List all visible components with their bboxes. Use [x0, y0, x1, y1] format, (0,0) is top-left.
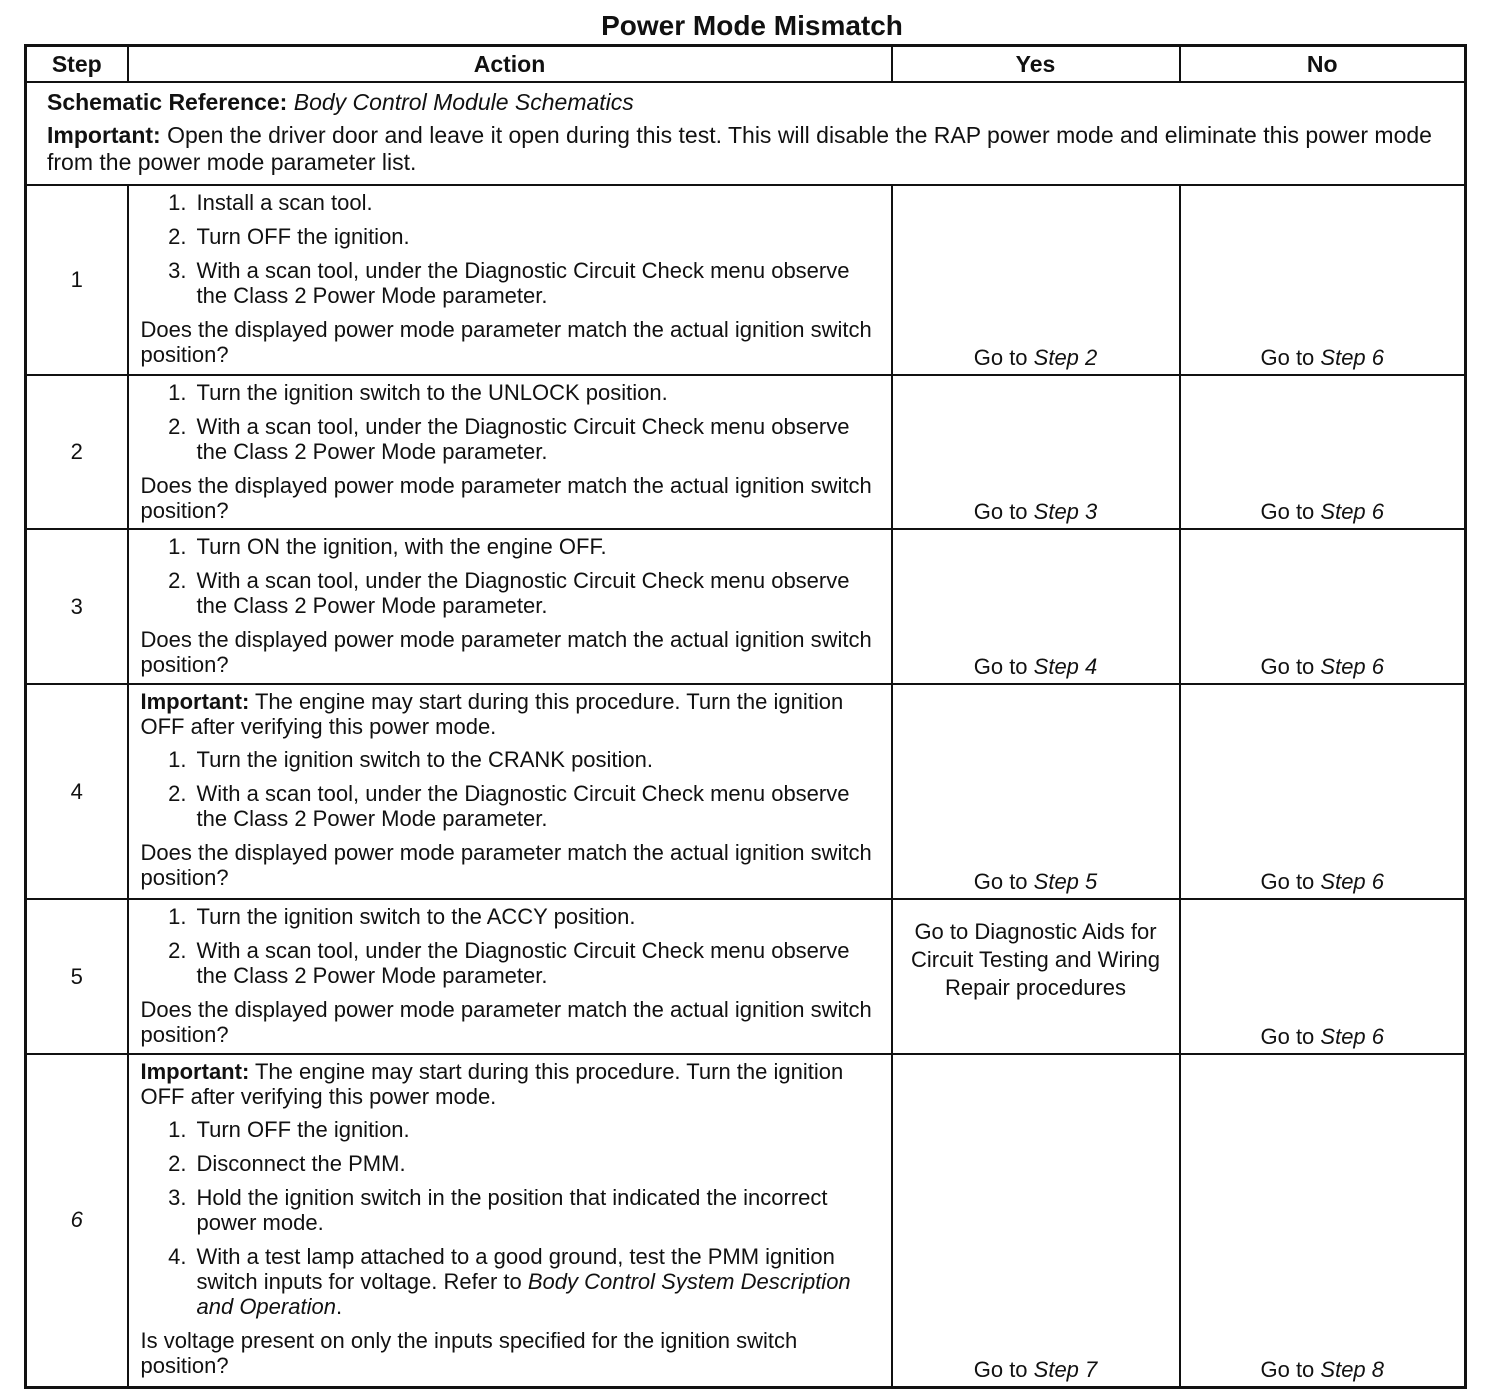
- action-cell: [128, 1054, 892, 1387]
- list-item: 4. With a test lamp attached to a good ground, test the PMM ignition switch inputs for voltage. Refer to Body Control System Description and Operation.: [168, 1244, 851, 1319]
- table-row: [26, 899, 1466, 1054]
- important-note: [141, 689, 881, 739]
- page-title: Power Mode Mismatch: [601, 10, 903, 41]
- list-item: 1. Turn the ignition switch to the ACCY position.: [168, 904, 636, 929]
- no-cell: Go to Step 6: [1180, 899, 1466, 1054]
- schematic-reference-link: Body Control Module Schematics: [293, 89, 634, 115]
- question: Does the displayed power mode parameter match the actual ignition switch position?: [140, 627, 872, 677]
- yes-cell: Go to Step 2: [892, 185, 1180, 375]
- yes-cell: Go to Step 3: [892, 375, 1180, 529]
- step-link: Step 7: [1033, 1356, 1098, 1382]
- table-row: [26, 185, 1466, 375]
- yes-cell: Go to Step 5: [892, 684, 1180, 899]
- step-number: 3: [26, 529, 128, 684]
- yes-cell: Go to Step 7: [892, 1054, 1180, 1387]
- question: Does the displayed power mode parameter match the actual ignition switch position?: [140, 840, 872, 890]
- list-item: 1. Turn the ignition switch to the CRANK position.: [168, 747, 654, 772]
- important-text: The engine may start during this procedure. Turn the ignition OFF after verifying this power mode.: [140, 689, 844, 739]
- header-action: Action: [128, 46, 892, 83]
- list-item: 3. With a scan tool, under the Diagnostic Circuit Check menu observe the Class 2 Power Mode parameter.: [168, 258, 850, 308]
- step-link: Step 3: [1033, 499, 1098, 524]
- no-cell: Go to Step 6: [1180, 529, 1466, 684]
- header-step: Step: [26, 46, 128, 83]
- diagnostic-table: [24, 44, 1467, 1389]
- action-cell: [128, 529, 892, 684]
- step-link: Step 6: [1320, 654, 1385, 679]
- important-note: [47, 122, 1452, 176]
- step-link: Step 2: [1033, 345, 1098, 370]
- yes-cell: Go to Diagnostic Aids for Circuit Testing and Wiring Repair procedures: [892, 899, 1180, 1054]
- list-item: 1. Install a scan tool.: [168, 190, 373, 215]
- list-item: 1. Turn OFF the ignition.: [168, 1117, 410, 1142]
- step-link: Step 6: [1320, 1024, 1385, 1049]
- action-cell: [128, 899, 892, 1054]
- list-item: 2. Turn OFF the ignition.: [168, 224, 410, 249]
- list-item: 1. Turn ON the ignition, with the engine OFF.: [168, 534, 607, 559]
- yes-cell: Go to Step 4: [892, 529, 1180, 684]
- step-link: Step 6: [1320, 499, 1385, 524]
- step-number: 6: [26, 1054, 128, 1387]
- list-item: 2. With a scan tool, under the Diagnostic Circuit Check menu observe the Class 2 Power Mode parameter.: [168, 781, 850, 831]
- step-number: 5: [26, 899, 128, 1054]
- list-item: 2. With a scan tool, under the Diagnostic Circuit Check menu observe the Class 2 Power Mode parameter.: [168, 414, 850, 464]
- question: Does the displayed power mode parameter match the actual ignition switch position?: [140, 317, 872, 367]
- no-cell: Go to Step 6: [1180, 684, 1466, 899]
- list-item: 3. Hold the ignition switch in the position that indicated the incorrect power mode.: [168, 1185, 828, 1235]
- action-cell: [128, 684, 892, 899]
- table-row: [26, 529, 1466, 684]
- step-link: Step 4: [1033, 654, 1098, 679]
- question: Is voltage present on only the inputs specified for the ignition switch position?: [140, 1328, 798, 1378]
- action-list: [141, 534, 881, 618]
- schematic-reference: [47, 89, 1452, 116]
- table-header-row: [26, 46, 1466, 83]
- no-cell: Go to Step 6: [1180, 375, 1466, 529]
- table-row: [26, 375, 1466, 529]
- table-row: [26, 1054, 1466, 1387]
- question: Does the displayed power mode parameter match the actual ignition switch position?: [140, 473, 872, 523]
- important-note: [141, 1059, 881, 1109]
- important-label: Important:: [47, 122, 161, 148]
- step-link: Step 8: [1320, 1356, 1385, 1382]
- schematic-reference-label: Schematic Reference:: [47, 89, 288, 115]
- action-list: [141, 747, 881, 831]
- action-cell: [128, 185, 892, 375]
- question: Does the displayed power mode parameter match the actual ignition switch position?: [140, 997, 872, 1047]
- reference-link: Body Control System Description and Operation: [196, 1269, 851, 1319]
- action-list: [141, 904, 881, 988]
- step-number: 4: [26, 684, 128, 899]
- action-list: [141, 380, 881, 464]
- important-label: Important:: [140, 1059, 250, 1084]
- header-no: No: [1180, 46, 1466, 83]
- reference-cell: [26, 82, 1466, 185]
- action-cell: [128, 375, 892, 529]
- step-number: 1: [26, 185, 128, 375]
- list-item: 1. Turn the ignition switch to the UNLOCK position.: [168, 380, 668, 405]
- no-cell: Go to Step 6: [1180, 185, 1466, 375]
- step-link: Step 6: [1320, 869, 1385, 894]
- no-cell: Go to Step 8: [1180, 1054, 1466, 1387]
- list-item: 2. With a scan tool, under the Diagnostic Circuit Check menu observe the Class 2 Power Mode parameter.: [168, 568, 850, 618]
- important-label: Important:: [140, 689, 250, 714]
- step-link: Step 5: [1033, 869, 1098, 894]
- action-list: [141, 190, 881, 308]
- header-yes: Yes: [892, 46, 1180, 83]
- list-item: 2. Disconnect the PMM.: [168, 1151, 406, 1176]
- important-text: The engine may start during this procedure. Turn the ignition OFF after verifying this power mode.: [140, 1059, 844, 1109]
- step-link: Step 6: [1320, 345, 1385, 370]
- step-number: 2: [26, 375, 128, 529]
- list-item: 2. With a scan tool, under the Diagnostic Circuit Check menu observe the Class 2 Power Mode parameter.: [168, 938, 850, 988]
- reference-row: [26, 82, 1466, 185]
- table-row: [26, 684, 1466, 899]
- important-text: Open the driver door and leave it open during this test. This will disable the RAP power mode and eliminate this power mode from the power mode parameter list.: [47, 122, 1432, 175]
- action-list: [141, 1117, 881, 1319]
